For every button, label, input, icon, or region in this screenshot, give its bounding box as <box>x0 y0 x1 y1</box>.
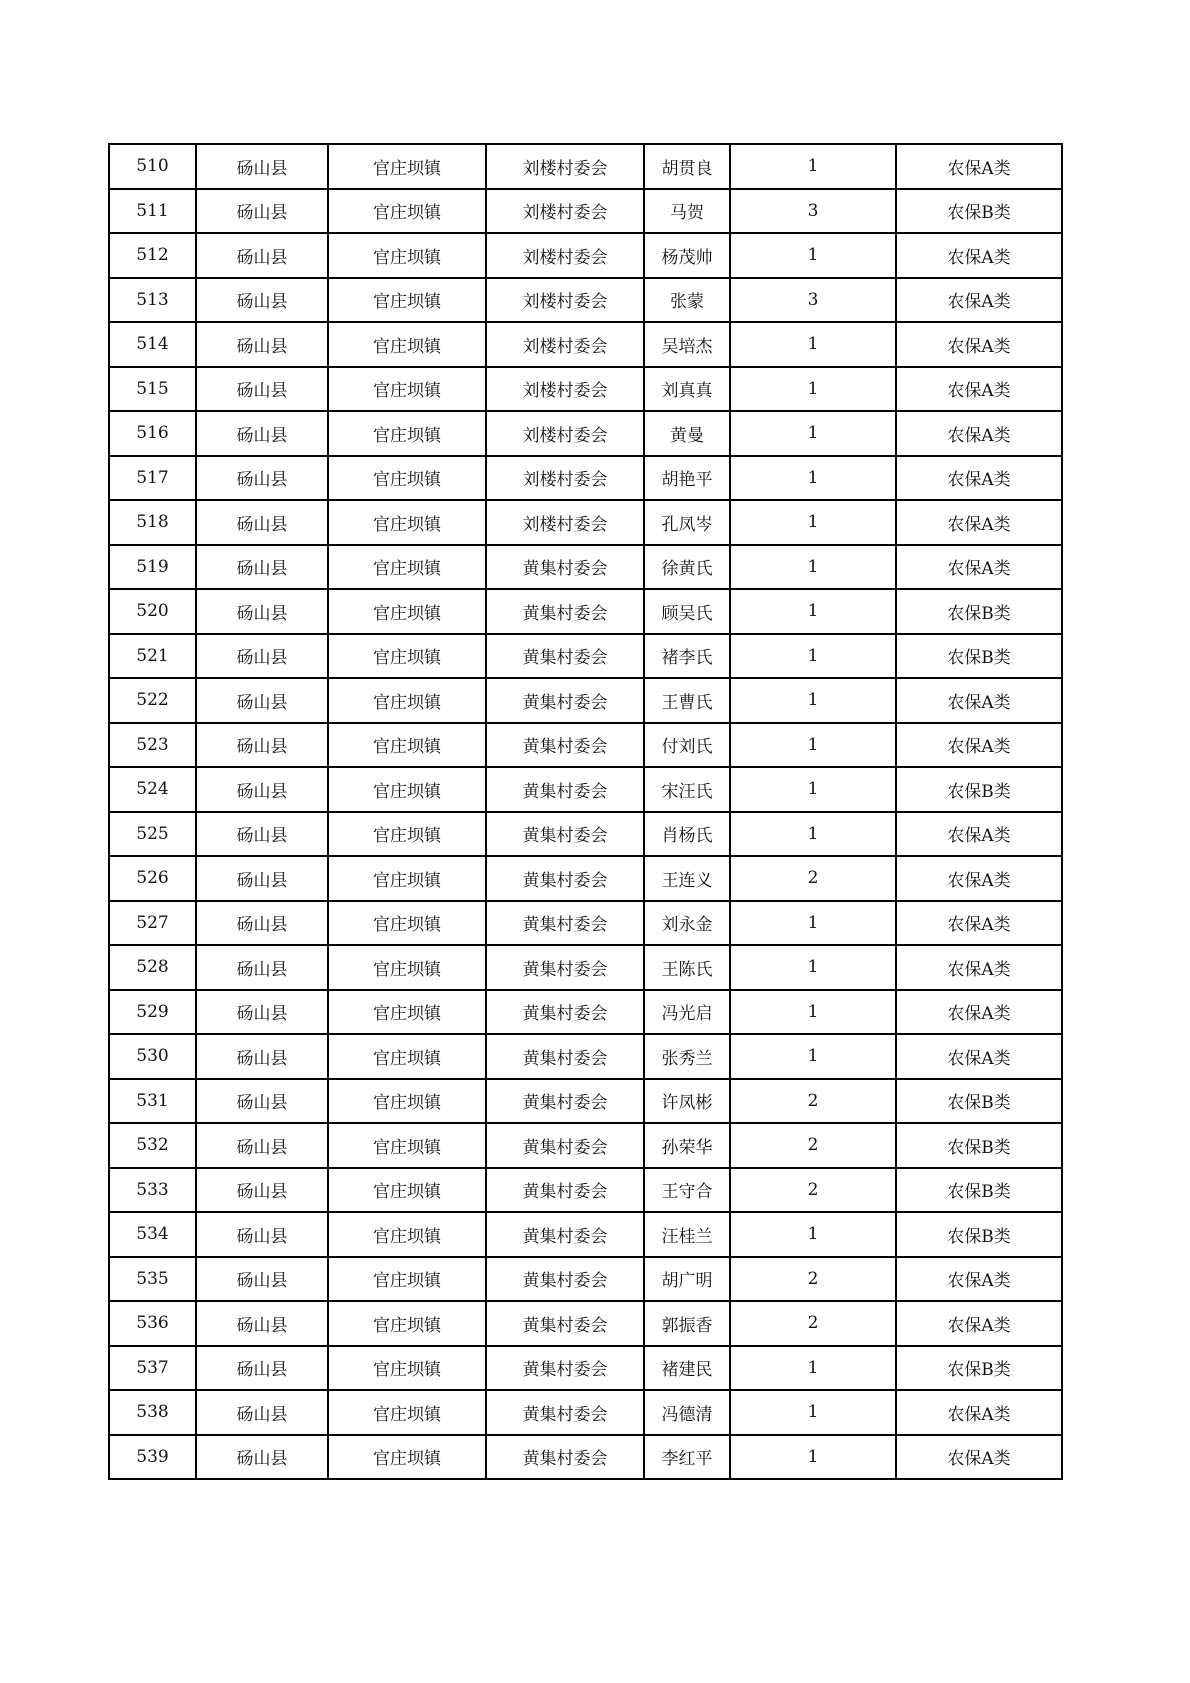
insurance-category-cell: 农保A类 <box>896 901 1062 946</box>
county-cell: 砀山县 <box>196 1390 328 1435</box>
town-cell: 官庄坝镇 <box>328 411 486 456</box>
village-committee-cell: 黄集村委会 <box>486 901 644 946</box>
count-cell: 1 <box>730 144 896 189</box>
village-committee-cell: 黄集村委会 <box>486 945 644 990</box>
count-cell: 2 <box>730 856 896 901</box>
person-name-cell: 李红平 <box>644 1435 730 1480</box>
insurance-category-cell: 农保A类 <box>896 723 1062 768</box>
row-number-cell: 523 <box>109 723 196 768</box>
county-cell: 砀山县 <box>196 1212 328 1257</box>
count-cell: 1 <box>730 367 896 412</box>
town-cell: 官庄坝镇 <box>328 545 486 590</box>
table-row <box>109 1257 1062 1302</box>
table-row <box>109 723 1062 768</box>
count-cell: 2 <box>730 1079 896 1124</box>
table-row <box>109 1212 1062 1257</box>
roster-table-body <box>109 144 1062 1479</box>
insurance-category-cell: 农保B类 <box>896 1168 1062 1213</box>
village-committee-cell: 黄集村委会 <box>486 634 644 679</box>
town-cell: 官庄坝镇 <box>328 634 486 679</box>
town-cell: 官庄坝镇 <box>328 678 486 723</box>
person-name-cell: 王曹氏 <box>644 678 730 723</box>
village-committee-cell: 黄集村委会 <box>486 545 644 590</box>
town-cell: 官庄坝镇 <box>328 1257 486 1302</box>
person-name-cell: 王连义 <box>644 856 730 901</box>
town-cell: 官庄坝镇 <box>328 1390 486 1435</box>
insurance-category-cell: 农保A类 <box>896 945 1062 990</box>
table-row <box>109 1123 1062 1168</box>
row-number-cell: 516 <box>109 411 196 456</box>
row-number-cell: 526 <box>109 856 196 901</box>
row-number-cell: 518 <box>109 500 196 545</box>
insurance-category-cell: 农保A类 <box>896 1034 1062 1079</box>
row-number-cell: 527 <box>109 901 196 946</box>
county-cell: 砀山县 <box>196 678 328 723</box>
town-cell: 官庄坝镇 <box>328 1168 486 1213</box>
table-row <box>109 545 1062 590</box>
table-row <box>109 856 1062 901</box>
village-committee-cell: 刘楼村委会 <box>486 278 644 323</box>
row-number-cell: 510 <box>109 144 196 189</box>
town-cell: 官庄坝镇 <box>328 500 486 545</box>
row-number-cell: 531 <box>109 1079 196 1124</box>
town-cell: 官庄坝镇 <box>328 278 486 323</box>
county-cell: 砀山县 <box>196 500 328 545</box>
county-cell: 砀山县 <box>196 945 328 990</box>
count-cell: 1 <box>730 411 896 456</box>
roster-table <box>108 143 1063 1480</box>
town-cell: 官庄坝镇 <box>328 1301 486 1346</box>
village-committee-cell: 刘楼村委会 <box>486 233 644 278</box>
county-cell: 砀山县 <box>196 144 328 189</box>
county-cell: 砀山县 <box>196 901 328 946</box>
county-cell: 砀山县 <box>196 1034 328 1079</box>
county-cell: 砀山县 <box>196 767 328 812</box>
person-name-cell: 王守合 <box>644 1168 730 1213</box>
person-name-cell: 褚建民 <box>644 1346 730 1391</box>
row-number-cell: 511 <box>109 189 196 234</box>
row-number-cell: 525 <box>109 812 196 857</box>
person-name-cell: 胡艳平 <box>644 456 730 501</box>
person-name-cell: 肖杨氏 <box>644 812 730 857</box>
person-name-cell: 汪桂兰 <box>644 1212 730 1257</box>
insurance-category-cell: 农保A类 <box>896 322 1062 367</box>
county-cell: 砀山县 <box>196 411 328 456</box>
village-committee-cell: 刘楼村委会 <box>486 411 644 456</box>
table-row <box>109 1168 1062 1213</box>
table-row <box>109 1079 1062 1124</box>
town-cell: 官庄坝镇 <box>328 945 486 990</box>
row-number-cell: 515 <box>109 367 196 412</box>
village-committee-cell: 黄集村委会 <box>486 1257 644 1302</box>
insurance-category-cell: 农保A类 <box>896 411 1062 456</box>
table-row <box>109 1435 1062 1480</box>
row-number-cell: 519 <box>109 545 196 590</box>
village-committee-cell: 刘楼村委会 <box>486 367 644 412</box>
table-row <box>109 233 1062 278</box>
row-number-cell: 529 <box>109 990 196 1035</box>
person-name-cell: 张秀兰 <box>644 1034 730 1079</box>
table-row <box>109 589 1062 634</box>
insurance-category-cell: 农保A类 <box>896 144 1062 189</box>
village-committee-cell: 黄集村委会 <box>486 767 644 812</box>
row-number-cell: 538 <box>109 1390 196 1435</box>
village-committee-cell: 黄集村委会 <box>486 589 644 634</box>
person-name-cell: 冯德清 <box>644 1390 730 1435</box>
count-cell: 1 <box>730 812 896 857</box>
table-row <box>109 322 1062 367</box>
insurance-category-cell: 农保A类 <box>896 367 1062 412</box>
person-name-cell: 刘真真 <box>644 367 730 412</box>
county-cell: 砀山县 <box>196 233 328 278</box>
county-cell: 砀山县 <box>196 322 328 367</box>
county-cell: 砀山县 <box>196 856 328 901</box>
count-cell: 2 <box>730 1123 896 1168</box>
village-committee-cell: 黄集村委会 <box>486 1212 644 1257</box>
row-number-cell: 524 <box>109 767 196 812</box>
person-name-cell: 郭振香 <box>644 1301 730 1346</box>
person-name-cell: 马贺 <box>644 189 730 234</box>
village-committee-cell: 黄集村委会 <box>486 1034 644 1079</box>
village-committee-cell: 刘楼村委会 <box>486 456 644 501</box>
village-committee-cell: 刘楼村委会 <box>486 322 644 367</box>
table-row <box>109 1346 1062 1391</box>
count-cell: 1 <box>730 990 896 1035</box>
insurance-category-cell: 农保A类 <box>896 456 1062 501</box>
town-cell: 官庄坝镇 <box>328 456 486 501</box>
village-committee-cell: 黄集村委会 <box>486 1079 644 1124</box>
town-cell: 官庄坝镇 <box>328 589 486 634</box>
insurance-category-cell: 农保B类 <box>896 767 1062 812</box>
count-cell: 1 <box>730 678 896 723</box>
insurance-category-cell: 农保A类 <box>896 1301 1062 1346</box>
town-cell: 官庄坝镇 <box>328 144 486 189</box>
person-name-cell: 吴培杰 <box>644 322 730 367</box>
row-number-cell: 539 <box>109 1435 196 1480</box>
county-cell: 砀山县 <box>196 589 328 634</box>
town-cell: 官庄坝镇 <box>328 856 486 901</box>
count-cell: 1 <box>730 545 896 590</box>
village-committee-cell: 黄集村委会 <box>486 1123 644 1168</box>
village-committee-cell: 刘楼村委会 <box>486 189 644 234</box>
row-number-cell: 530 <box>109 1034 196 1079</box>
person-name-cell: 黄曼 <box>644 411 730 456</box>
person-name-cell: 张蒙 <box>644 278 730 323</box>
count-cell: 1 <box>730 767 896 812</box>
person-name-cell: 许凤彬 <box>644 1079 730 1124</box>
county-cell: 砀山县 <box>196 990 328 1035</box>
person-name-cell: 付刘氏 <box>644 723 730 768</box>
town-cell: 官庄坝镇 <box>328 812 486 857</box>
county-cell: 砀山县 <box>196 1257 328 1302</box>
county-cell: 砀山县 <box>196 367 328 412</box>
county-cell: 砀山县 <box>196 456 328 501</box>
insurance-category-cell: 农保A类 <box>896 1435 1062 1480</box>
town-cell: 官庄坝镇 <box>328 1034 486 1079</box>
village-committee-cell: 黄集村委会 <box>486 1435 644 1480</box>
row-number-cell: 536 <box>109 1301 196 1346</box>
insurance-category-cell: 农保B类 <box>896 1346 1062 1391</box>
count-cell: 1 <box>730 1390 896 1435</box>
county-cell: 砀山县 <box>196 1301 328 1346</box>
person-name-cell: 宋汪氏 <box>644 767 730 812</box>
insurance-category-cell: 农保A类 <box>896 233 1062 278</box>
table-row <box>109 678 1062 723</box>
row-number-cell: 533 <box>109 1168 196 1213</box>
insurance-category-cell: 农保B类 <box>896 1079 1062 1124</box>
town-cell: 官庄坝镇 <box>328 990 486 1035</box>
person-name-cell: 顾吴氏 <box>644 589 730 634</box>
person-name-cell: 徐黄氏 <box>644 545 730 590</box>
insurance-category-cell: 农保A类 <box>896 500 1062 545</box>
count-cell: 1 <box>730 589 896 634</box>
table-row <box>109 500 1062 545</box>
table-row <box>109 812 1062 857</box>
table-row <box>109 945 1062 990</box>
count-cell: 1 <box>730 1212 896 1257</box>
county-cell: 砀山县 <box>196 634 328 679</box>
village-committee-cell: 黄集村委会 <box>486 856 644 901</box>
insurance-category-cell: 农保B类 <box>896 634 1062 679</box>
village-committee-cell: 黄集村委会 <box>486 990 644 1035</box>
table-row <box>109 278 1062 323</box>
count-cell: 2 <box>730 1168 896 1213</box>
row-number-cell: 537 <box>109 1346 196 1391</box>
person-name-cell: 杨茂帅 <box>644 233 730 278</box>
count-cell: 2 <box>730 1301 896 1346</box>
town-cell: 官庄坝镇 <box>328 322 486 367</box>
row-number-cell: 512 <box>109 233 196 278</box>
insurance-category-cell: 农保A类 <box>896 812 1062 857</box>
row-number-cell: 528 <box>109 945 196 990</box>
village-committee-cell: 黄集村委会 <box>486 1346 644 1391</box>
row-number-cell: 532 <box>109 1123 196 1168</box>
village-committee-cell: 黄集村委会 <box>486 1168 644 1213</box>
row-number-cell: 522 <box>109 678 196 723</box>
county-cell: 砀山县 <box>196 278 328 323</box>
count-cell: 1 <box>730 322 896 367</box>
count-cell: 1 <box>730 456 896 501</box>
count-cell: 1 <box>730 1034 896 1079</box>
county-cell: 砀山县 <box>196 545 328 590</box>
table-row <box>109 990 1062 1035</box>
county-cell: 砀山县 <box>196 812 328 857</box>
person-name-cell: 胡广明 <box>644 1257 730 1302</box>
insurance-category-cell: 农保B类 <box>896 589 1062 634</box>
town-cell: 官庄坝镇 <box>328 767 486 812</box>
county-cell: 砀山县 <box>196 1346 328 1391</box>
count-cell: 1 <box>730 500 896 545</box>
insurance-category-cell: 农保B类 <box>896 1212 1062 1257</box>
village-committee-cell: 黄集村委会 <box>486 723 644 768</box>
person-name-cell: 刘永金 <box>644 901 730 946</box>
person-name-cell: 冯光启 <box>644 990 730 1035</box>
table-row <box>109 367 1062 412</box>
insurance-category-cell: 农保B类 <box>896 189 1062 234</box>
insurance-category-cell: 农保A类 <box>896 278 1062 323</box>
village-committee-cell: 黄集村委会 <box>486 1301 644 1346</box>
table-row <box>109 456 1062 501</box>
table-row <box>109 901 1062 946</box>
county-cell: 砀山县 <box>196 1123 328 1168</box>
person-name-cell: 孔凤岑 <box>644 500 730 545</box>
row-number-cell: 521 <box>109 634 196 679</box>
insurance-category-cell: 农保A类 <box>896 990 1062 1035</box>
county-cell: 砀山县 <box>196 189 328 234</box>
row-number-cell: 520 <box>109 589 196 634</box>
county-cell: 砀山县 <box>196 1168 328 1213</box>
village-committee-cell: 黄集村委会 <box>486 1390 644 1435</box>
row-number-cell: 517 <box>109 456 196 501</box>
village-committee-cell: 黄集村委会 <box>486 812 644 857</box>
town-cell: 官庄坝镇 <box>328 233 486 278</box>
town-cell: 官庄坝镇 <box>328 1212 486 1257</box>
count-cell: 1 <box>730 723 896 768</box>
insurance-category-cell: 农保B类 <box>896 1123 1062 1168</box>
row-number-cell: 534 <box>109 1212 196 1257</box>
town-cell: 官庄坝镇 <box>328 1079 486 1124</box>
table-row <box>109 767 1062 812</box>
table-row <box>109 1034 1062 1079</box>
insurance-category-cell: 农保A类 <box>896 856 1062 901</box>
town-cell: 官庄坝镇 <box>328 1123 486 1168</box>
town-cell: 官庄坝镇 <box>328 901 486 946</box>
count-cell: 1 <box>730 634 896 679</box>
insurance-category-cell: 农保A类 <box>896 1257 1062 1302</box>
person-name-cell: 褚李氏 <box>644 634 730 679</box>
insurance-category-cell: 农保A类 <box>896 1390 1062 1435</box>
town-cell: 官庄坝镇 <box>328 1346 486 1391</box>
town-cell: 官庄坝镇 <box>328 367 486 412</box>
table-row <box>109 411 1062 456</box>
person-name-cell: 孙荣华 <box>644 1123 730 1168</box>
count-cell: 1 <box>730 233 896 278</box>
town-cell: 官庄坝镇 <box>328 189 486 234</box>
count-cell: 1 <box>730 901 896 946</box>
insurance-category-cell: 农保A类 <box>896 545 1062 590</box>
row-number-cell: 513 <box>109 278 196 323</box>
table-row <box>109 144 1062 189</box>
table-row <box>109 1301 1062 1346</box>
count-cell: 2 <box>730 1257 896 1302</box>
count-cell: 1 <box>730 945 896 990</box>
count-cell: 1 <box>730 1346 896 1391</box>
count-cell: 3 <box>730 278 896 323</box>
county-cell: 砀山县 <box>196 1435 328 1480</box>
row-number-cell: 514 <box>109 322 196 367</box>
table-row <box>109 634 1062 679</box>
village-committee-cell: 黄集村委会 <box>486 678 644 723</box>
person-name-cell: 王陈氏 <box>644 945 730 990</box>
person-name-cell: 胡贯良 <box>644 144 730 189</box>
town-cell: 官庄坝镇 <box>328 1435 486 1480</box>
insurance-category-cell: 农保A类 <box>896 678 1062 723</box>
count-cell: 1 <box>730 1435 896 1480</box>
village-committee-cell: 刘楼村委会 <box>486 500 644 545</box>
table-row <box>109 189 1062 234</box>
town-cell: 官庄坝镇 <box>328 723 486 768</box>
village-committee-cell: 刘楼村委会 <box>486 144 644 189</box>
county-cell: 砀山县 <box>196 1079 328 1124</box>
table-row <box>109 1390 1062 1435</box>
county-cell: 砀山县 <box>196 723 328 768</box>
count-cell: 3 <box>730 189 896 234</box>
row-number-cell: 535 <box>109 1257 196 1302</box>
